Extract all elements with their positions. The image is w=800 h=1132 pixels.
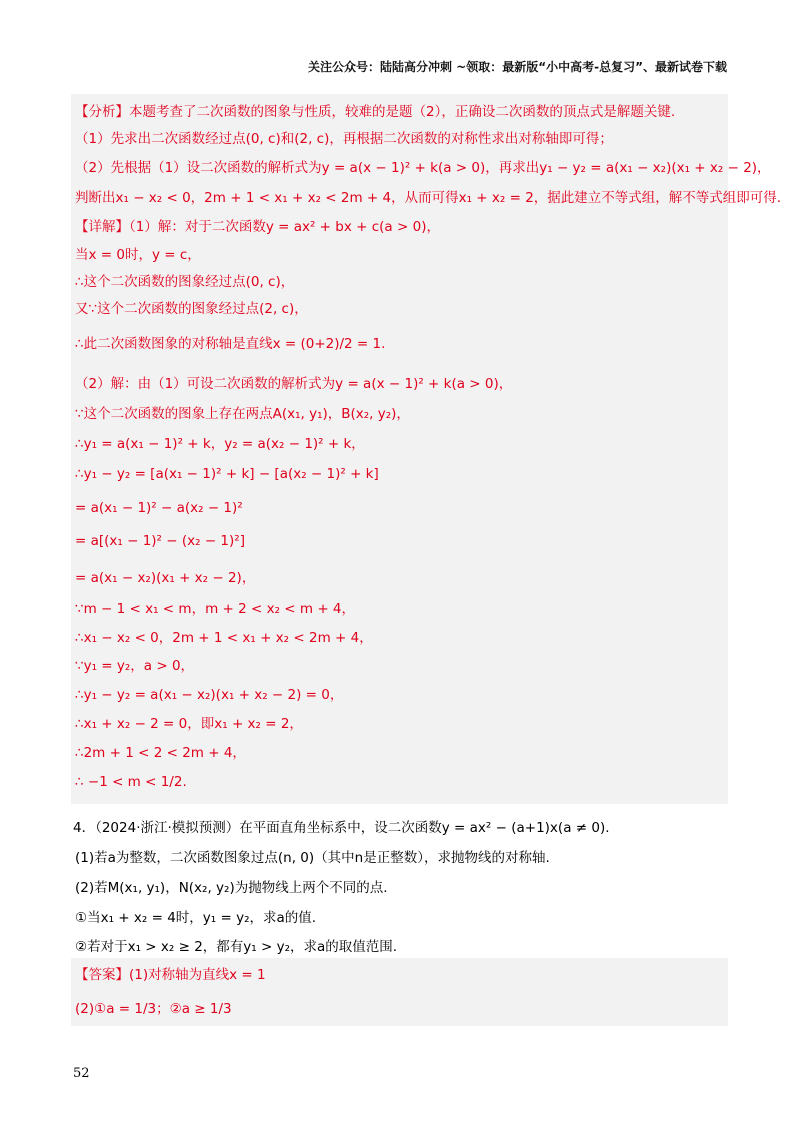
detail-line-18: ∴2m + 1 < 2 < 2m + 4， [75,745,246,761]
detail-line-10: = a(x₁ − 1)² − a(x₂ − 1)² [75,500,243,516]
question-part-2: (2)若M(x₁, y₁)，N(x₂, y₂)为抛物线上两个不同的点. [75,880,388,896]
detail-line-1 [75,215,440,235]
question-sub-2: ②若对于x₁ > x₂ ≥ 2，都有y₁ > y₂，求a的取值范围. [75,939,398,955]
detail-line-17: ∴x₁ + x₂ − 2 = 0，即x₁ + x₂ = 2， [75,716,303,732]
detail-text-1: （1）解：对于二次函数y = ax² + bx + c(a > 0)， [129,219,440,235]
detail-line-7: ∵这个二次函数的图象上存在两点A(x₁, y₁)，B(x₂, y₂)， [75,406,410,422]
question-part-1: (1)若a为整数，二次函数图象过点(n, 0)（其中n是正整数），求抛物线的对称轴. [75,850,550,866]
detail-line-9: ∴y₁ − y₂ = [a(x₁ − 1)² + k] − [a(x₂ − 1)² + k] [75,466,379,482]
detail-line-13: ∵m − 1 < x₁ < m，m + 2 < x₂ < m + 4， [75,601,356,617]
page-header: 关注公众号：陆陆高分冲刺 ~领取：最新版“小中高考-总复习”、最新试卷下载 [308,60,727,74]
detail-line-2: 当x = 0时，y = c， [75,247,201,263]
detail-line-19: ∴ −1 < m < 1/2. [75,774,187,790]
detail-line-8: ∴y₁ = a(x₁ − 1)² + k，y₂ = a(x₂ − 1)² + k， [75,436,365,452]
detail-line-4: 又∵这个二次函数的图象经过点(2, c)， [75,301,308,317]
detail-label: 【详解】 [75,219,129,235]
detail-line-11: = a[(x₁ − 1)² − (x₂ − 1)²] [75,533,245,549]
analysis-line-2: （1）先求出二次函数经过点(0, c)和(2, c)，再根据二次函数的对称性求出对称轴即可得； [75,131,613,147]
page-number: 52 [73,1066,90,1081]
question-sub-1: ①当x₁ + x₂ = 4时，y₁ = y₂，求a的值. [75,910,317,926]
analysis-line-3: （2）先根据（1）设二次函数的解析式为y = a(x − 1)² + k(a > 0)，再求出y₁ − y₂ = a(x₁ − x₂)(x₁ + x₂ − 2)， [75,160,771,176]
answer-line-1: 【答案】(1)对称轴为直线x = 1 [75,967,266,983]
detail-line-14: ∴x₁ − x₂ < 0，2m + 1 < x₁ + x₂ < 2m + 4， [75,630,373,646]
answer-line-2: (2)①a = 1/3；②a ≥ 1/3 [75,1001,232,1017]
detail-line-15: ∵y₁ = y₂，a > 0， [75,658,195,674]
analysis-line-1: 【分析】本题考查了二次函数的图象与性质，较难的是题（2），正确设二次函数的顶点式是解题关键. [75,104,676,120]
detail-line-5: ∴此二次函数图象的对称轴是直线x = (0+2)/2 = 1. [75,336,386,352]
detail-line-16: ∴y₁ − y₂ = a(x₁ − x₂)(x₁ + x₂ − 2) = 0， [75,687,344,703]
detail-line-6: （2）解：由（1）可设二次函数的解析式为y = a(x − 1)² + k(a > 0)， [75,376,513,392]
analysis-line-4: 判断出x₁ − x₂ < 0，2m + 1 < x₁ + x₂ < 2m + 4，从而可得x₁ + x₂ = 2，据此建立不等式组，解不等式组即可得. [75,190,782,206]
question-stem: 4．（2024·浙江·模拟预测）在平面直角坐标系中，设二次函数y = ax² − (a+1)x(a ≠ 0). [73,820,610,836]
detail-line-3: ∴这个二次函数的图象经过点(0, c)， [75,274,295,290]
detail-line-12: = a(x₁ − x₂)(x₁ + x₂ − 2)， [75,570,256,586]
